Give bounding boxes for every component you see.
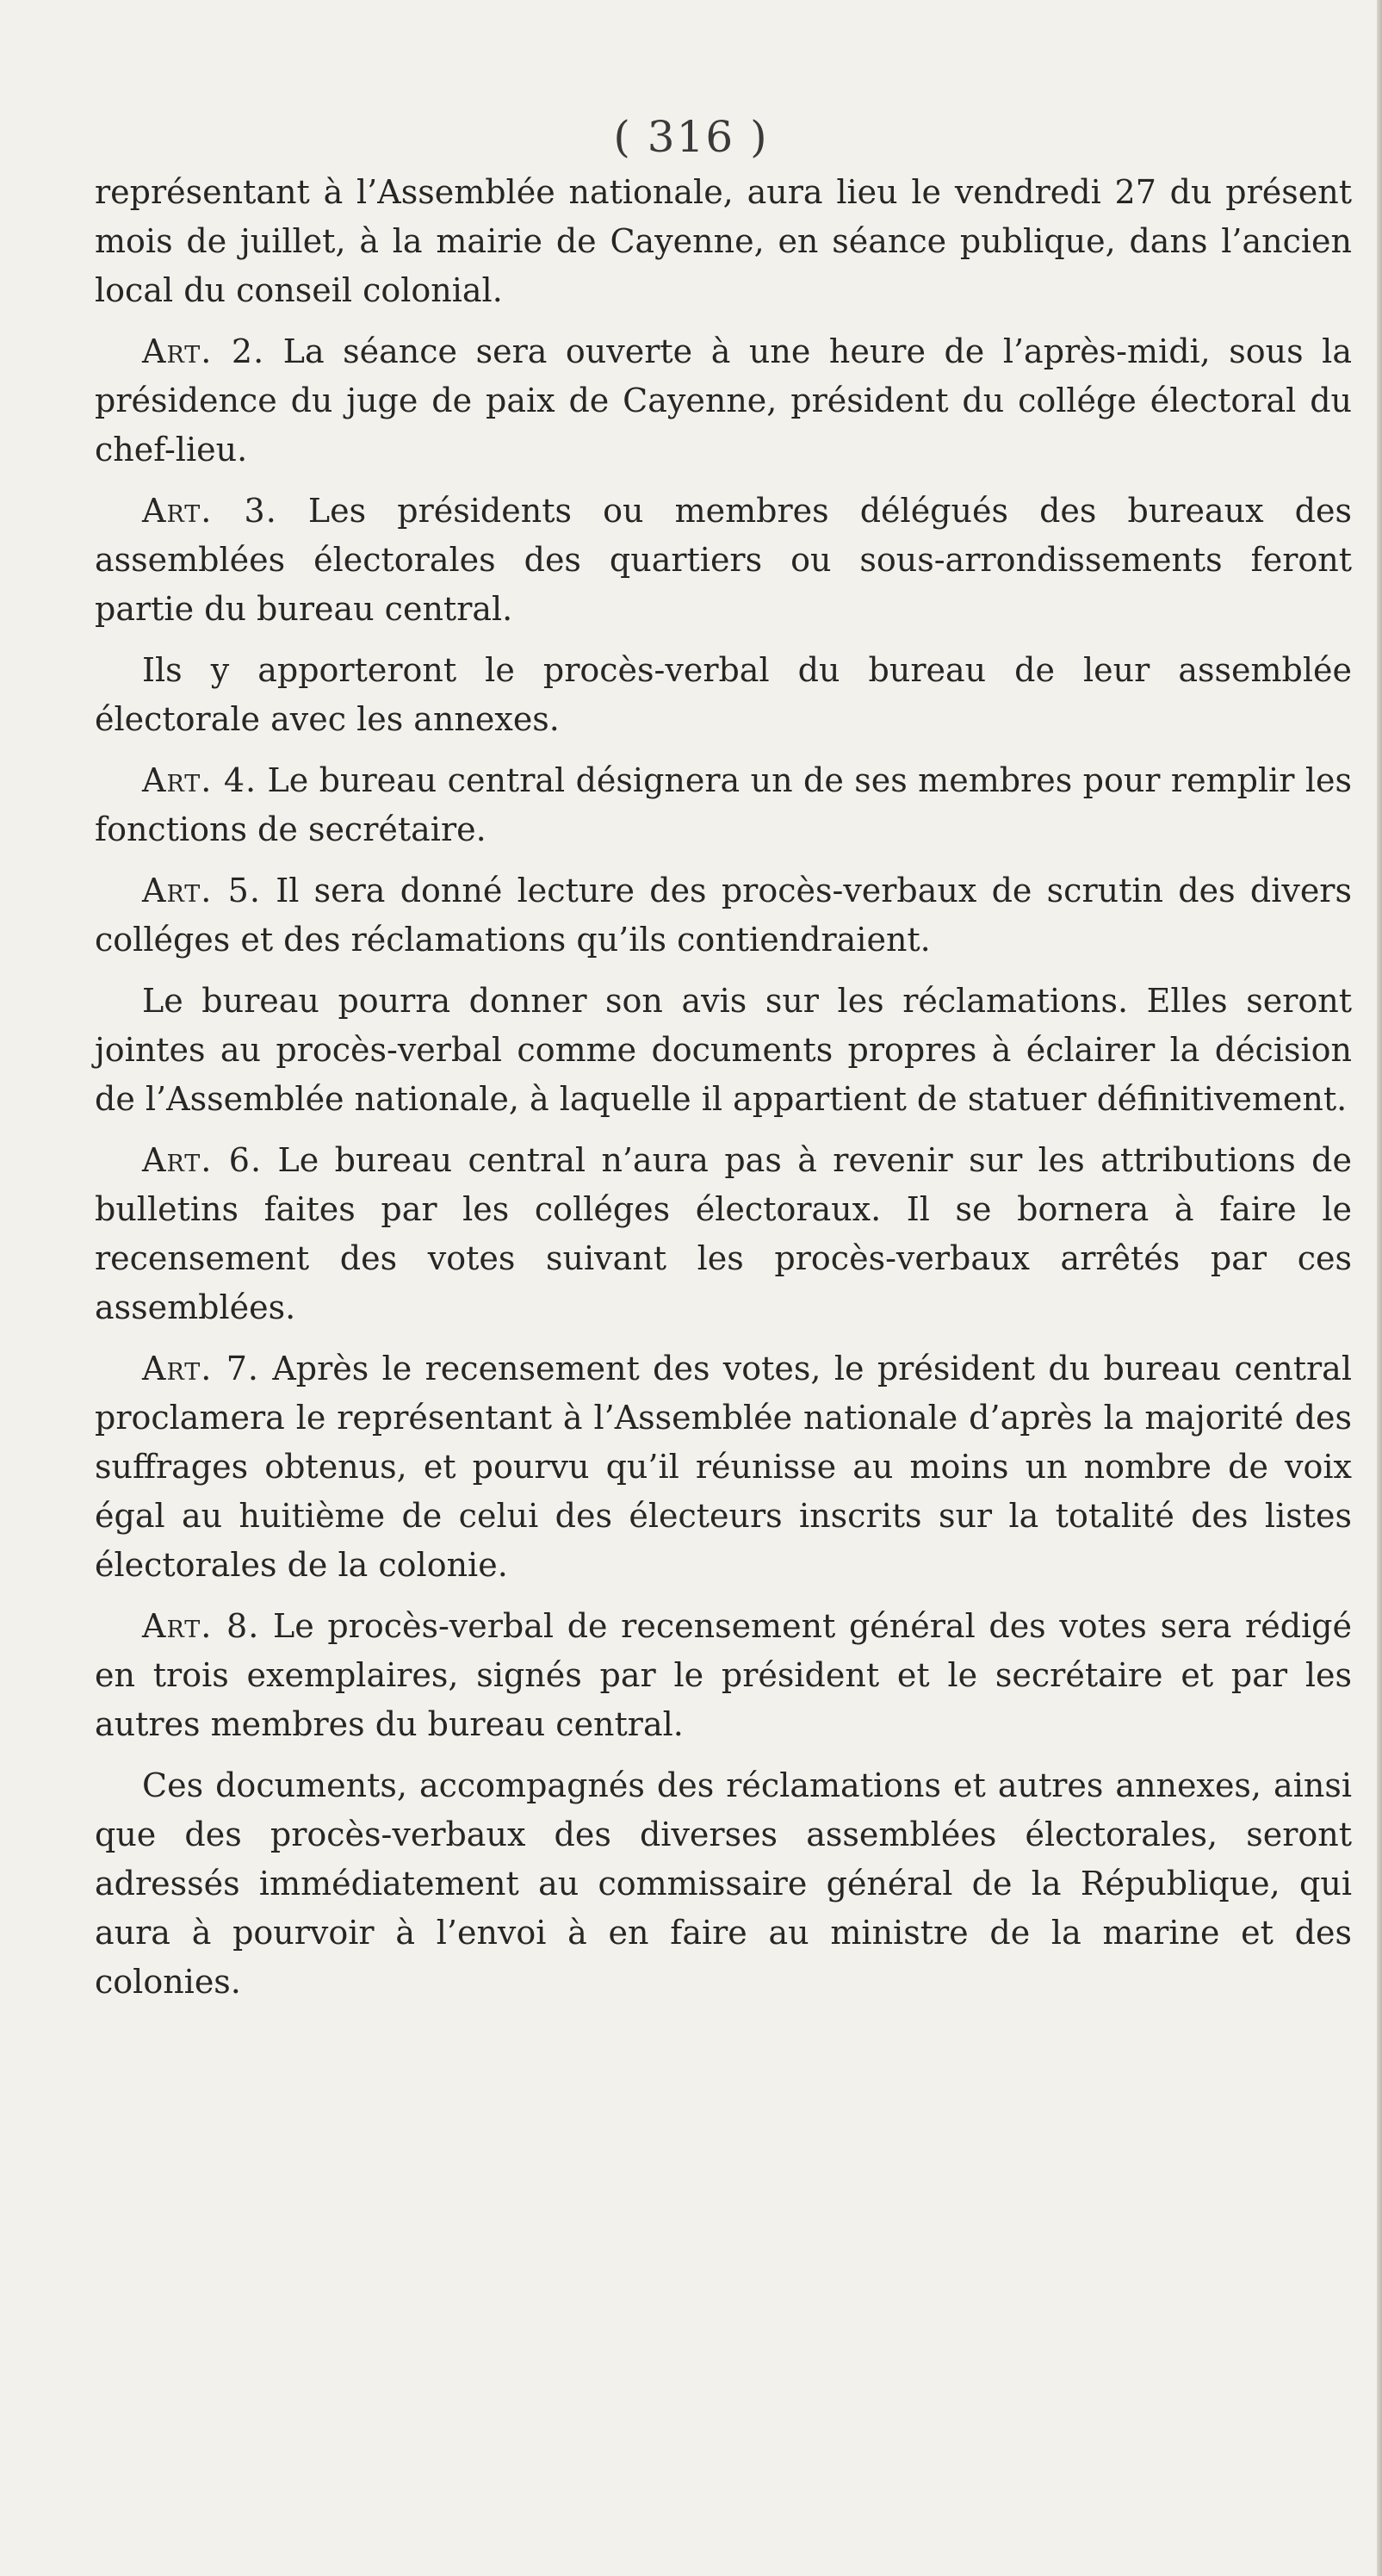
paragraph-text: Ils y apporteront le procès-verbal du bureau de leur assemblée électorale avec les annexes.	[95, 651, 1352, 738]
article-text: Les présidents ou membres délégués des bureaux des assemblées électorales des quartiers ou sous-arrondissements feront partie du bureau central.	[95, 492, 1352, 628]
paragraph-text: Le bureau pourra donner son avis sur les réclamations. Elles seront jointes au procès-verbal comme documents propres à éclairer la décision de l’Assemblée nationale, à laquelle il appartient de statuer définitivement.	[95, 982, 1352, 1118]
article-5	[95, 866, 1352, 965]
article-text: Le bureau central désignera un de ses membres pour remplir les fonctions de secrétaire.	[95, 761, 1352, 848]
article-label: Art. 5.	[142, 872, 261, 909]
article-label: Art. 4.	[142, 761, 257, 799]
article-text: La séance sera ouverte à une heure de l’après-midi, sous la présidence du juge de paix de Cayenne, président du collége électoral du chef-lieu.	[95, 332, 1352, 469]
article-label: Art. 2.	[142, 332, 265, 370]
document-body	[95, 168, 1352, 2019]
article-7	[95, 1344, 1352, 1590]
article-6	[95, 1136, 1352, 1332]
page-number-header: ( 316 )	[613, 112, 769, 162]
article-3	[95, 487, 1352, 634]
article-text: Il sera donné lecture des procès-verbaux de scrutin des divers colléges et des réclamations qu’ils contiendraient.	[95, 872, 1352, 959]
page-edge-shadow	[1377, 0, 1382, 2576]
article-5-continuation	[95, 977, 1352, 1124]
article-2	[95, 327, 1352, 475]
article-label: Art. 3.	[142, 492, 277, 530]
article-text: Après le recensement des votes, le président du bureau central proclamera le représentant à l’Assemblée nationale d’après la majorité des suffrages obtenus, et pourvu qu’il réunisse au moins un nombre de voix égal au huitième de celui des électeurs inscrits sur la totalité des listes électorales de la colonie.	[95, 1350, 1352, 1584]
article-label: Art. 7.	[142, 1350, 259, 1387]
article-8-continuation	[95, 1761, 1352, 2007]
article-3-continuation	[95, 646, 1352, 744]
article-label: Art. 6.	[142, 1141, 263, 1179]
paragraph-continuation	[95, 168, 1352, 315]
article-4	[95, 756, 1352, 854]
paragraph-text: représentant à l’Assemblée nationale, aura lieu le vendredi 27 du présent mois de juillet, à la mairie de Cayenne, en séance publique, dans l’ancien local du conseil colonial.	[95, 173, 1352, 309]
paragraph-text: Ces documents, accompagnés des réclamations et autres annexes, ainsi que des procès-verbaux des diverses assemblées électorales, seront adressés immédiatement au commissaire général de la République, qui aura à pourvoir à l’envoi à en faire au ministre de la marine et des colonies.	[95, 1766, 1352, 2001]
article-label: Art. 8.	[142, 1607, 260, 1645]
article-8	[95, 1602, 1352, 1749]
article-text: Le bureau central n’aura pas à revenir sur les attributions de bulletins faites par les colléges électoraux. Il se bornera à faire le recensement des votes suivant les procès-verbaux arrêtés par ces assemblées.	[95, 1141, 1352, 1326]
article-text: Le procès-verbal de recensement général des votes sera rédigé en trois exemplaires, signés par le président et le secrétaire et par les autres membres du bureau central.	[95, 1607, 1352, 1743]
